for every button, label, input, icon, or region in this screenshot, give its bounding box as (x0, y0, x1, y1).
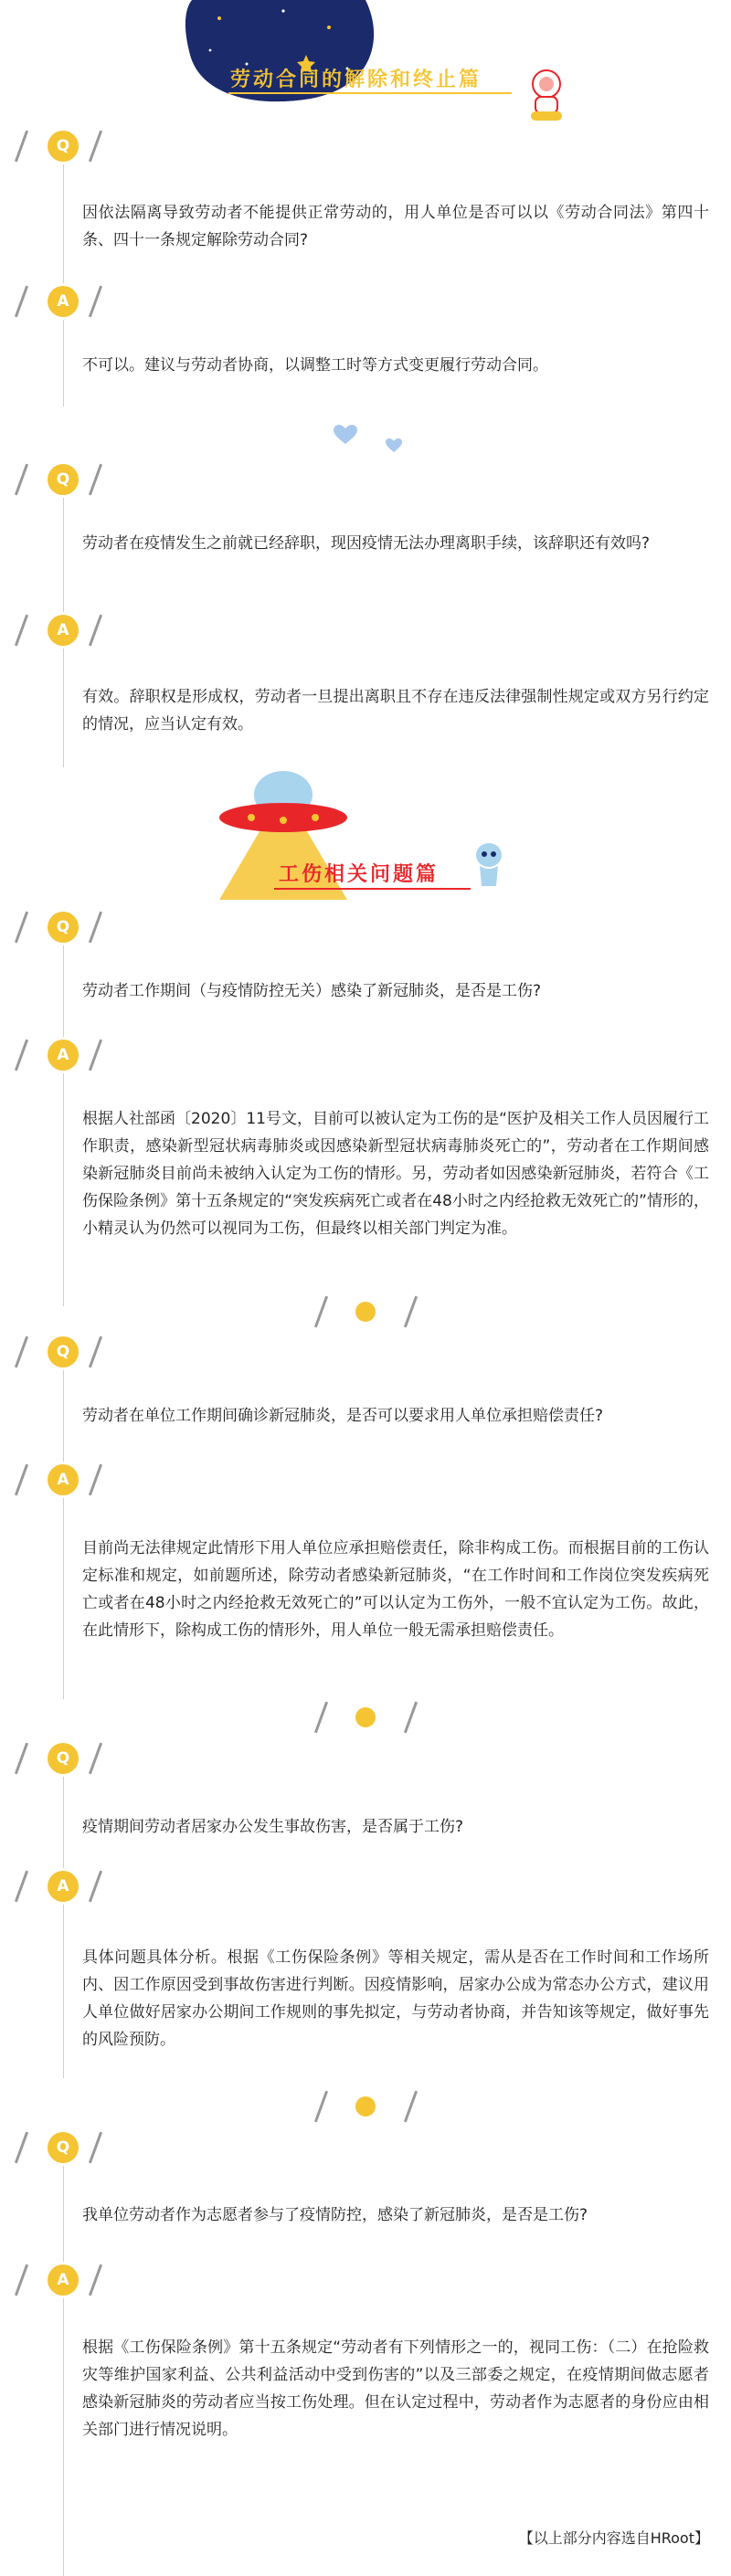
question-badge: Q (48, 1336, 79, 1367)
slash-decoration (89, 1871, 102, 1903)
slash-decoration (89, 1743, 102, 1775)
timeline-line (63, 2166, 64, 2262)
slash-decoration (89, 1040, 102, 1072)
source-note: 【以上部分内容选自HRoot】 (518, 2529, 709, 2547)
answer-badge: A (48, 1871, 79, 1902)
slash-decoration (89, 1464, 102, 1496)
title-underline (228, 92, 512, 94)
timeline-line (63, 945, 64, 1037)
question-badge: Q (48, 2132, 79, 2163)
astronaut-icon (525, 66, 567, 124)
section-title-labor-contract: 劳动合同的解除和终止篇 (230, 69, 482, 91)
slash-decoration (15, 1040, 28, 1072)
timeline-line (63, 498, 64, 612)
slash-decoration (15, 131, 28, 163)
answer-badge: A (48, 615, 79, 646)
slash-decoration (314, 1702, 328, 1734)
slash-decoration (89, 464, 102, 496)
slash-decoration (15, 615, 28, 647)
heart-icon (334, 425, 357, 445)
timeline-line (63, 1777, 64, 1868)
alien-icon (471, 840, 507, 888)
question-text: 因依法隔离导致劳动者不能提供正常劳动的，用人单位是否可以以《劳动合同法》第四十条、四十一条规定解除劳动合同? (82, 204, 709, 249)
question-text: 劳动者在疫情发生之前就已经辞职，现因疫情无法办理离职手续，该辞职还有效吗? (82, 534, 651, 553)
divider-dot (355, 1707, 376, 1727)
slash-decoration (15, 1464, 28, 1496)
answer-text: 目前尚无法律规定此情形下用人单位应承担赔偿责任，除非构成工伤。而根据目前的工伤认定标准和规定，如前题所述，除劳动者感染新冠肺炎，“在工作时间和工作岗位突发疾病死亡或者在48小时之内经抢救无效死亡的”可以认定为工伤外，一般不宜认定为工伤。故此，在此情形下，除构成工伤的情形外，用人单位一般无需承担赔偿责任。 (82, 1539, 709, 1640)
question-badge: Q (48, 464, 79, 495)
answer-badge: A (48, 1040, 79, 1071)
answer-text: 根据《工伤保险条例》第十五条规定“劳动者有下列情形之一的，视同工伤：（二）在抢险救灾等维护国家利益、公共利益活动中受到伤害的”以及三部委之规定，在疫情期间做志愿者感染新冠肺炎的劳动者应当按工伤处理。但在认定过程中，劳动者作为志愿者的身份应由相关部门进行情况说明。 (82, 2338, 709, 2439)
answer-badge: A (48, 286, 79, 317)
question-text: 劳动者在单位工作期间确诊新冠肺炎，是否可以要求用人单位承担赔偿责任? (82, 1407, 604, 1425)
question-badge: Q (48, 912, 79, 943)
timeline-line (63, 2298, 64, 2576)
slash-decoration (15, 1743, 28, 1775)
slash-decoration (89, 912, 102, 944)
timeline-line (63, 320, 64, 406)
divider-dot (355, 2096, 376, 2117)
answer-text: 有效。辞职权是形成权，劳动者一旦提出离职且不存在违反法律强制性规定或双方另行约定的情况，应当认定有效。 (82, 688, 709, 734)
timeline-line (63, 164, 64, 283)
slash-decoration (89, 131, 102, 163)
title-underline (274, 888, 471, 890)
heart-icon (386, 438, 402, 452)
slash-decoration (15, 286, 28, 318)
answer-badge: A (48, 2265, 79, 2296)
slash-decoration (15, 2265, 28, 2296)
answer-badge: A (48, 1464, 79, 1495)
slash-decoration (15, 1336, 28, 1368)
question-text: 劳动者工作期间（与疫情防控无关）感染了新冠肺炎，是否是工伤? (82, 982, 542, 1000)
question-text: 疫情期间劳动者居家办公发生事故伤害，是否属于工伤? (82, 1818, 464, 1836)
divider-dot (355, 1302, 376, 1322)
question-badge: Q (48, 131, 79, 162)
slash-decoration (404, 2091, 418, 2123)
slash-decoration (404, 1296, 418, 1328)
slash-decoration (15, 912, 28, 944)
slash-decoration (15, 464, 28, 496)
timeline-line (63, 1498, 64, 1699)
timeline-line (63, 1370, 64, 1462)
question-badge: Q (48, 1743, 79, 1774)
answer-text: 具体问题具体分析。根据《工伤保险条例》等相关规定，需从是否在工作时间和工作场所内、因工作原因受到事故伤害进行判断。因疫情影响，居家办公成为常态办公方式，建议用人单位做好居家办公期间工作规则的事先拟定，与劳动者协商，并告知该等规定，做好事先的风险预防。 (82, 1948, 709, 2049)
slash-decoration (89, 615, 102, 647)
section-title-work-injury: 工伤相关问题篇 (279, 863, 440, 886)
slash-decoration (15, 2132, 28, 2164)
slash-decoration (314, 2091, 328, 2123)
slash-decoration (404, 1702, 418, 1734)
slash-decoration (314, 1296, 328, 1328)
timeline-line (63, 1905, 64, 2078)
answer-text: 不可以。建议与劳动者协商，以调整工时等方式变更履行劳动合同。 (82, 356, 548, 375)
answer-text: 根据人社部函〔2020〕11号文，目前可以被认定为工伤的是“医护及相关工作人员因履行工作职责，感染新型冠状病毒肺炎或因感染新型冠状病毒肺炎死亡的”，劳动者在工作期间感染新冠肺炎目前尚未被纳入认定为工伤的情形。另，劳动者如因感染新冠肺炎，若符合《工伤保险条例》第十五条规定的“突发疾病死亡或者在48小时之内经抢救无效死亡的”情形的，小精灵认为仍然可以视同为工伤，但最终以相关部门判定为准。 (82, 1110, 709, 1238)
question-text: 我单位劳动者作为志愿者参与了疫情防控，感染了新冠肺炎，是否是工伤? (82, 2206, 588, 2224)
slash-decoration (15, 1871, 28, 1903)
timeline-line (63, 649, 64, 767)
timeline-line (63, 1073, 64, 1306)
slash-decoration (89, 2265, 102, 2296)
slash-decoration (89, 2132, 102, 2164)
slash-decoration (89, 286, 102, 318)
slash-decoration (89, 1336, 102, 1368)
